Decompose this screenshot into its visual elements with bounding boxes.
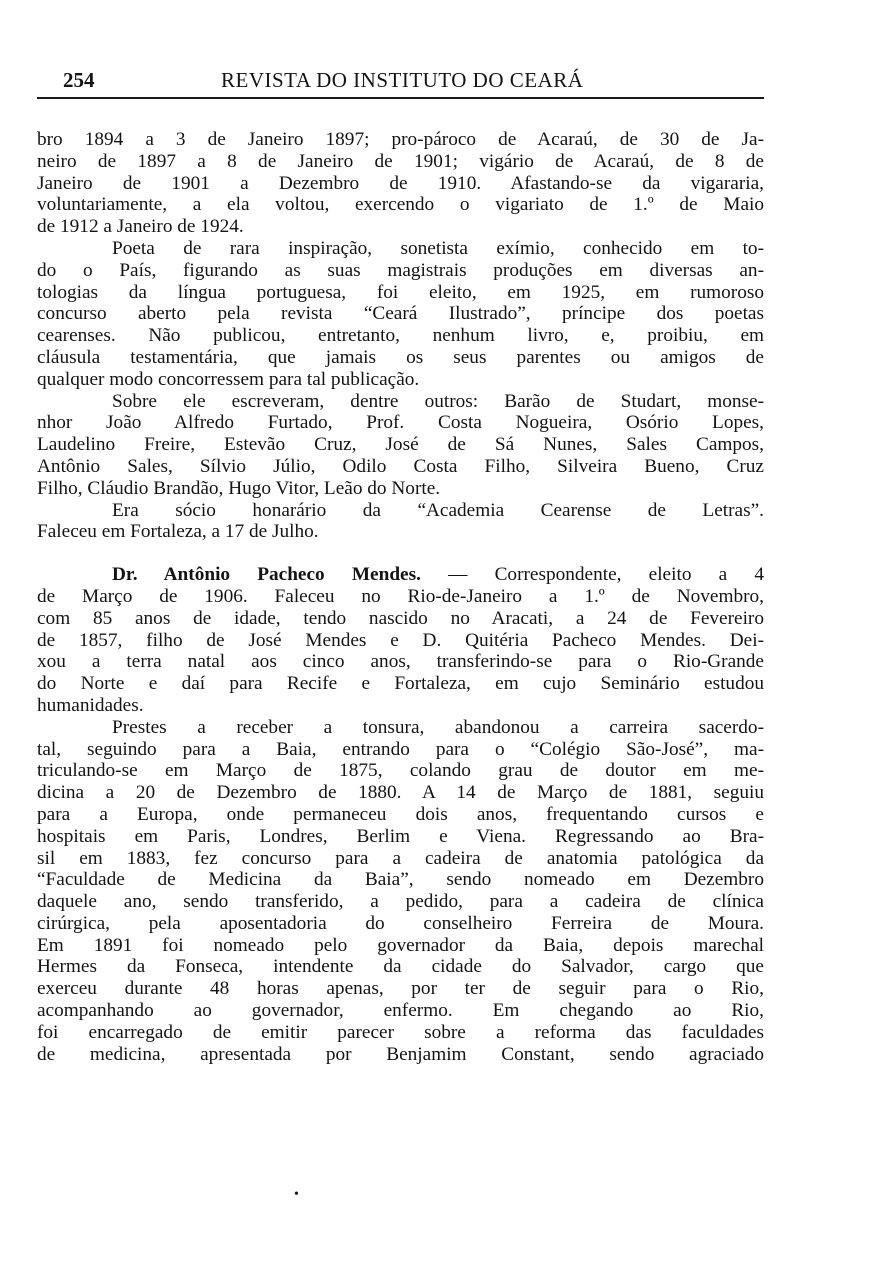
text-line: tologias da língua portuguesa, foi eleito, em 1925, em rumoroso (37, 281, 764, 303)
text-line: Em 1891 foi nomeado pelo governador da Baia, depois marechal (37, 934, 764, 956)
text-line: foi encarregado de emitir parecer sobre a reforma das faculdades (37, 1021, 764, 1043)
text-line: de Março de 1906. Faleceu no Rio-de-Janeiro a 1.º de Novembro, (37, 585, 764, 607)
text-line: triculando-se em Março de 1875, colando grau de doutor em me- (37, 760, 764, 782)
header-rule (37, 97, 764, 99)
text-line: sil em 1883, fez concurso para a cadeira de anatomia patológica da (37, 847, 764, 869)
text-line: com 85 anos de idade, tendo nascido no Aracati, a 24 de Fevereiro (37, 607, 764, 629)
running-title: REVISTA DO INSTITUTO DO CEARÁ (221, 68, 584, 92)
text-line: de 1912 a Janeiro de 1924. (37, 216, 244, 238)
text-line: do Norte e daí para Recife e Fortaleza, em cujo Seminário estudou (37, 673, 764, 695)
text-line: Janeiro de 1901 a Dezembro de 1910. Afastando-se da vigararia, (37, 172, 764, 194)
text-line: nhor João Alfredo Furtado, Prof. Costa Nogueira, Osório Lopes, (37, 412, 764, 434)
text-line: neiro de 1897 a 8 de Janeiro de 1901; vigário de Acaraú, de 8 de (37, 150, 764, 172)
paragraph-gap (37, 543, 764, 564)
text-line: qualquer modo concorressem para tal publicação. (37, 368, 420, 390)
text-line: cláusula testamentária, que jamais os seus parentes ou amigos de (37, 346, 764, 368)
footer-mark: • (294, 1187, 299, 1202)
text-line (37, 564, 764, 586)
text-line: “Faculdade de Medicina da Baia”, sendo nomeado em Dezembro (37, 869, 764, 891)
text-line: acompanhando ao governador, enfermo. Em chegando ao Rio, (37, 1000, 764, 1022)
text-line: do o País, figurando as suas magistrais produções em diversas an- (37, 259, 764, 281)
text-line: Era sócio honarário da “Academia Cearense de Letras”. (112, 499, 764, 521)
text-line: de medicina, apresentada por Benjamim Constant, sendo agraciado (37, 1043, 764, 1065)
text-line: humanidades. (37, 694, 144, 716)
text-line: Poeta de rara inspiração, sonetista exímio, conhecido em to- (112, 237, 764, 259)
text-line: Filho, Cláudio Brandão, Hugo Vitor, Leão do Norte. (37, 477, 441, 499)
text-line: de 1857, filho de José Mendes e D. Quitéria Pacheco Mendes. Dei- (37, 629, 764, 651)
text-line: Antônio Sales, Sílvio Júlio, Odilo Costa Filho, Silveira Bueno, Cruz (37, 455, 764, 477)
text-line: daquele ano, sendo transferido, a pedido, para a cadeira de clínica (37, 891, 764, 913)
text-line: cearenses. Não publicou, entretanto, nenhum livro, e, proibiu, em (37, 325, 764, 347)
text-line: Laudelino Freire, Estevão Cruz, José de Sá Nunes, Sales Campos, (37, 434, 764, 456)
entry-name: Dr. Antônio Pacheco Mendes. (112, 564, 421, 586)
text-line: Sobre ele escreveram, dentre outros: Barão de Studart, monse- (112, 390, 764, 412)
text-line: exerceu durante 48 horas apenas, por ter de seguir para o Rio, (37, 978, 764, 1000)
text-line: voluntariamente, a ela voltou, exercendo o vigariato de 1.º de Maio (37, 194, 764, 216)
text-line: para a Europa, onde permaneceu dois anos, frequentando cursos e (37, 803, 764, 825)
text-line: hospitais em Paris, Londres, Berlim e Viena. Regressando ao Bra- (37, 825, 764, 847)
text-line: cirúrgica, pela aposentadoria do conselheiro Ferreira de Moura. (37, 912, 764, 934)
text-line: Faleceu em Fortaleza, a 17 de Julho. (37, 521, 319, 543)
text-line: Hermes da Fonseca, intendente da cidade do Salvador, cargo que (37, 956, 764, 978)
text-line: bro 1894 a 3 de Janeiro 1897; pro-pároco de Acaraú, de 30 de Ja- (37, 129, 764, 150)
text-line: xou a terra natal aos cinco anos, transferindo-se para o Rio-Grande (37, 651, 764, 673)
text-line: dicina a 20 de Dezembro de 1880. A 14 de Março de 1881, seguiu (37, 782, 764, 804)
text-line: tal, seguindo para a Baia, entrando para o “Colégio São-José”, ma- (37, 738, 764, 760)
text-line: Prestes a receber a tonsura, abandonou a carreira sacerdo- (112, 716, 764, 738)
text-line: concurso aberto pela revista “Ceará Ilustrado”, príncipe dos poetas (37, 303, 764, 325)
entry-text: — Correspondente, eleito a 4 (420, 564, 765, 586)
page-header (37, 64, 763, 94)
body-text (37, 129, 764, 1065)
page-number: 254 (63, 68, 95, 92)
